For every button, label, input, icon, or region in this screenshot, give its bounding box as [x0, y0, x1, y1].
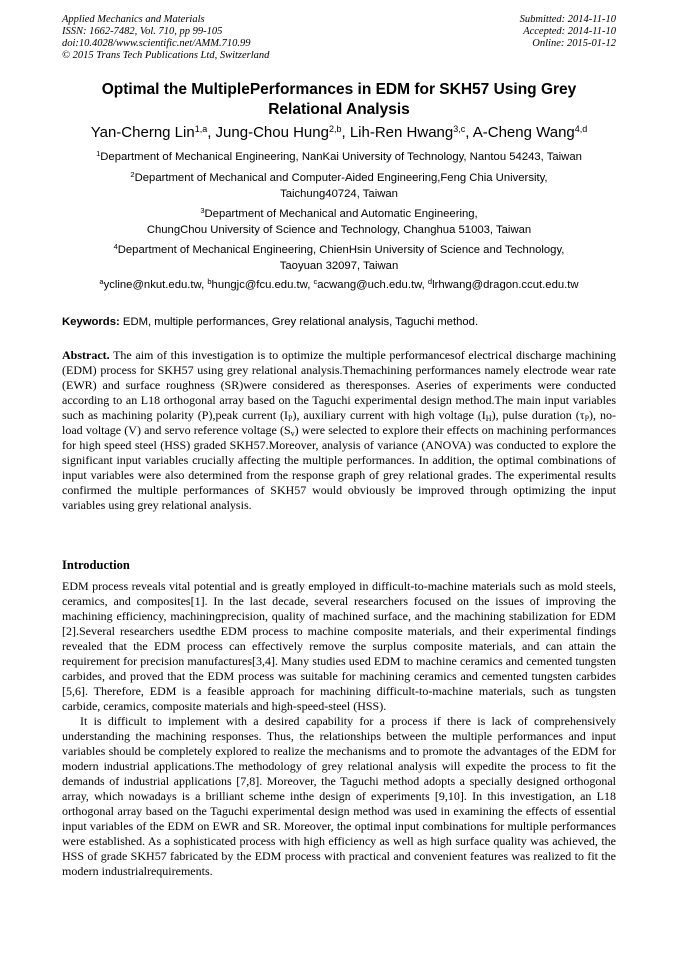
- affiliation-4: [52, 242, 626, 274]
- journal-copyright: © 2015 Trans Tech Publications Ltd, Switzerland: [62, 50, 270, 61]
- introduction-heading: Introduction: [62, 558, 130, 572]
- author-name: A-Cheng Wang: [472, 124, 575, 141]
- author-affiliation-mark: 4,d: [574, 124, 588, 134]
- email-address[interactable]: ycline@nkut.edu.tw: [103, 279, 202, 291]
- author-name: Yan-Cherng Lin: [90, 124, 195, 141]
- author-separator: ,: [341, 124, 350, 141]
- affiliation-line: ChungChou University of Science and Technology, Changhua 51003, Taiwan: [146, 224, 532, 236]
- paper-title-line-1: Optimal the MultiplePerformances in EDM for SKH57 Using Grey: [101, 81, 577, 98]
- introduction-paragraph: EDM process reveals vital potential and is greatly employed in difficult-to-machine materials such as mold steels, ceramics, and composites[1]. In the last decade, several researchers focused on the issues of improving the machining efficiency, machiningprecision, quality of machined surface, and the machining stabilization for EDM [2].Several researchers usedthe EDM process to machine composite materials, and their experimental findings revealed that the EDM process can effectively remove the surplus composite materials, and can attain the requirement for precision manufactures[3,4]. Many studies used EDM to machine ceramics and cemented tungsten carbides, and proved that the EDM process was suitable for machining ceramics and cemented tungsten carbides [5,6]. Therefore, EDM is a feasible approach for machining difficult-to-machine materials, such as tungsten carbide, ceramics, composite materials and high-speed-steel (HSS).: [62, 579, 616, 713]
- online-date: Online: 2015-01-12: [532, 38, 616, 49]
- author-name: Jung-Chou Hung: [215, 124, 329, 141]
- email-list: [40, 277, 638, 293]
- affiliation-line: Taoyuan 32097, Taiwan: [279, 260, 399, 272]
- introduction-paragraph: It is difficult to implement with a desired capability for a process if there is lack of comprehensively understanding the machining responses. Thus, the relationships between the multiple performances and input variables should be completely explored to realize the mechanisms and to promote the advantages of the EDM for modern industrial applications.The methodology of grey relational analysis will expedite the process to fit the demands of industrial applications [7,8]. Moreover, the Taguchi method adopts a specially designed orthogonal array, which nowadays is a brilliant scheme inthe design of experiments [9,10]. In this investigation, an L18 orthogonal array based on the Taguchi experimental design method was used in examining the effects of essential input variables of the EDM on EWR and SR. Moreover, the optimal input combinations for multiple performances were established. As a sophisticated process with high efficiency as well as high surface quality was achieved, the HSS of grade SKH57 fabricated by the EDM process with practical and convenient features was realized to fit the modern industrialrequirements.: [62, 714, 616, 878]
- affiliation-3: [52, 206, 626, 238]
- abstract-text: ), pulse duration (τ: [491, 408, 585, 422]
- email-address[interactable]: hungjc@fcu.edu.tw: [211, 279, 308, 291]
- author-separator: ,: [465, 124, 473, 141]
- journal-header-right: [520, 14, 616, 50]
- email-mark: b: [207, 277, 212, 286]
- affiliation-line: Department of Mechanical and Automatic Engineering,: [204, 208, 478, 220]
- affiliation-line: Department of Mechanical Engineering, NanKai University of Technology, Nantou 54243, Taiwan: [100, 151, 582, 163]
- journal-name: Applied Mechanics and Materials: [62, 14, 205, 25]
- abstract-text: ) were selected to explore their effects on machining performances for high speed steel (HSS) graded SKH57.Moreover, analysis of variance (ANOVA) was conducted to explore the significant input variables crucially affecting the multiple performances. In addition, the optimal combinations of input variables were also determined from the response graph of grey relational grades. The experimental results confirmed the multiple performances of SKH57 would obviously be improved through optimizing the input variables using grey relational analysis.: [62, 423, 616, 512]
- abstract-subscript: H: [485, 414, 492, 423]
- abstract-text: The aim of this investigation is to optimize the multiple performancesof electrical discharge machining (EDM) process for SKH57 using grey relational analysis.Themachining performances namely electrode wear rate (EWR) and surface roughness (SR)were considered as theresponses. Aseries of experiments were conducted according to an L18 orthogonal array based on the Taguchi experimental design method.The main input variables such as machining polarity (P),peak current (I: [62, 348, 616, 422]
- affiliation-2: [52, 170, 626, 202]
- email-address[interactable]: acwang@uch.edu.tw: [317, 279, 422, 291]
- email-separator: ,: [201, 279, 208, 291]
- author-name: Lih-Ren Hwang: [349, 124, 454, 141]
- affiliation-mark: 4: [113, 242, 118, 251]
- email-mark: d: [427, 277, 433, 286]
- author-affiliation-mark: 1,a: [194, 124, 208, 134]
- author-separator: ,: [207, 124, 216, 141]
- affiliation-mark: 3: [200, 206, 205, 215]
- email-address[interactable]: lrhwang@dragon.ccut.edu.tw: [432, 279, 579, 291]
- affiliation-line: Taichung40724, Taiwan: [280, 188, 398, 200]
- submitted-date: Submitted: 2014-11-10: [519, 14, 616, 25]
- journal-doi: doi:10.4028/www.scientific.net/AMM.710.99: [62, 38, 251, 49]
- abstract: [62, 348, 616, 513]
- author-affiliation-mark: 3,c: [453, 124, 466, 134]
- abstract-label: Abstract.: [62, 348, 110, 362]
- paper-title: [62, 80, 616, 120]
- accepted-date: Accepted: 2014-11-10: [523, 26, 616, 37]
- abstract-subscript: P: [584, 414, 590, 423]
- email-mark: c: [313, 277, 318, 286]
- abstract-text: ), no-load voltage (V) and servo reference voltage (S: [62, 408, 616, 437]
- abstract-subscript: v: [290, 429, 295, 438]
- affiliation-line: Department of Mechanical and Computer-Aided Engineering,Feng Chia University,: [134, 172, 548, 184]
- keywords: [62, 314, 616, 330]
- journal-issn: ISSN: 1662-7482, Vol. 710, pp 99-105: [62, 26, 223, 37]
- abstract-text: ), auxiliary current with high voltage (I: [292, 408, 486, 422]
- journal-header-left: [62, 14, 269, 62]
- author-list: [40, 124, 638, 142]
- affiliation-mark: 2: [130, 170, 135, 179]
- author-affiliation-mark: 2,b: [328, 124, 342, 134]
- email-separator: ,: [307, 279, 314, 291]
- email-separator: ,: [421, 279, 428, 291]
- abstract-subscript: P: [288, 414, 293, 423]
- affiliation-1: [52, 149, 626, 165]
- keywords-label: Keywords:: [62, 316, 120, 328]
- email-mark: a: [99, 277, 104, 286]
- affiliation-line: Department of Mechanical Engineering, ChienHsin University of Science and Technology,: [117, 244, 565, 256]
- introduction-body: [62, 579, 616, 879]
- paper-title-line-2: Relational Analysis: [268, 101, 410, 118]
- keywords-text: EDM, multiple performances, Grey relational analysis, Taguchi method.: [119, 316, 479, 328]
- affiliation-mark: 1: [96, 149, 101, 158]
